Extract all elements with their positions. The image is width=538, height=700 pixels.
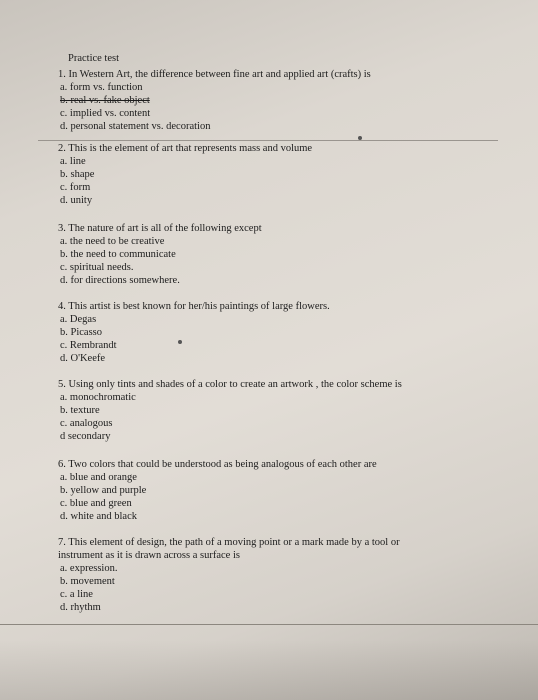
question-stem: 6. Two colors that could be understood as being analogous of each other are	[58, 459, 377, 470]
pencil-mark	[358, 136, 362, 140]
divider	[38, 140, 498, 141]
question-3	[58, 222, 498, 287]
option-c[interactable]: c. implied vs. content	[60, 108, 151, 119]
option-a[interactable]: a. blue and orange	[60, 472, 137, 483]
option-a[interactable]: a. form vs. function	[60, 82, 143, 93]
question-6	[58, 458, 498, 523]
option-c[interactable]: c. blue and green	[60, 498, 132, 509]
option-c[interactable]: c. analogous	[60, 418, 113, 429]
option-b[interactable]: b. real vs. fake object	[60, 95, 150, 106]
bottom-divider	[0, 624, 538, 625]
question-stem: 1. In Western Art, the difference between fine art and applied art (crafts) is	[58, 69, 371, 80]
option-d[interactable]: d. O'Keefe	[60, 353, 106, 364]
option-b[interactable]: b. yellow and purple	[60, 485, 147, 496]
page-title: Practice test	[68, 53, 120, 64]
question-stem-line-1: 7. This element of design, the path of a moving point or a mark made by a tool or	[58, 537, 400, 548]
option-d[interactable]: d. rhythm	[60, 602, 101, 613]
option-c[interactable]: c. form	[60, 182, 91, 193]
option-c[interactable]: c. a line	[60, 589, 93, 600]
option-b[interactable]: b. the need to communicate	[60, 249, 176, 260]
question-stem: 3. The nature of art is all of the following except	[58, 223, 262, 234]
option-a[interactable]: a. monochromatic	[60, 392, 136, 403]
question-7	[58, 536, 498, 614]
question-4	[58, 300, 498, 365]
option-b[interactable]: b. movement	[60, 576, 115, 587]
question-1	[58, 68, 498, 133]
question-2	[58, 142, 498, 207]
question-stem-line-2: instrument as it is drawn across a surface is	[58, 550, 240, 561]
option-b[interactable]: b. Picasso	[60, 327, 102, 338]
option-a[interactable]: a. expression.	[60, 563, 118, 574]
option-c[interactable]: c. Rembrandt	[60, 340, 117, 351]
question-5	[58, 378, 498, 443]
option-d[interactable]: d. for directions somewhere.	[60, 275, 180, 286]
question-stem: 4. This artist is best known for her/his paintings of large flowers.	[58, 301, 330, 312]
option-d[interactable]: d. unity	[60, 195, 93, 206]
option-b[interactable]: b. shape	[60, 169, 95, 180]
option-c[interactable]: c. spiritual needs.	[60, 262, 134, 273]
option-a[interactable]: a. Degas	[60, 314, 97, 325]
option-a[interactable]: a. the need to be creative	[60, 236, 165, 247]
question-stem: 2. This is the element of art that represents mass and volume	[58, 143, 313, 154]
option-d[interactable]: d. white and black	[60, 511, 137, 522]
option-b[interactable]: b. texture	[60, 405, 100, 416]
paper-shadow	[0, 640, 538, 700]
question-stem: 5. Using only tints and shades of a color to create an artwork , the color scheme is	[58, 379, 402, 390]
option-d[interactable]: d secondary	[60, 431, 111, 442]
option-a[interactable]: a. line	[60, 156, 86, 167]
pencil-mark	[178, 340, 182, 344]
option-d[interactable]: d. personal statement vs. decoration	[60, 121, 211, 132]
